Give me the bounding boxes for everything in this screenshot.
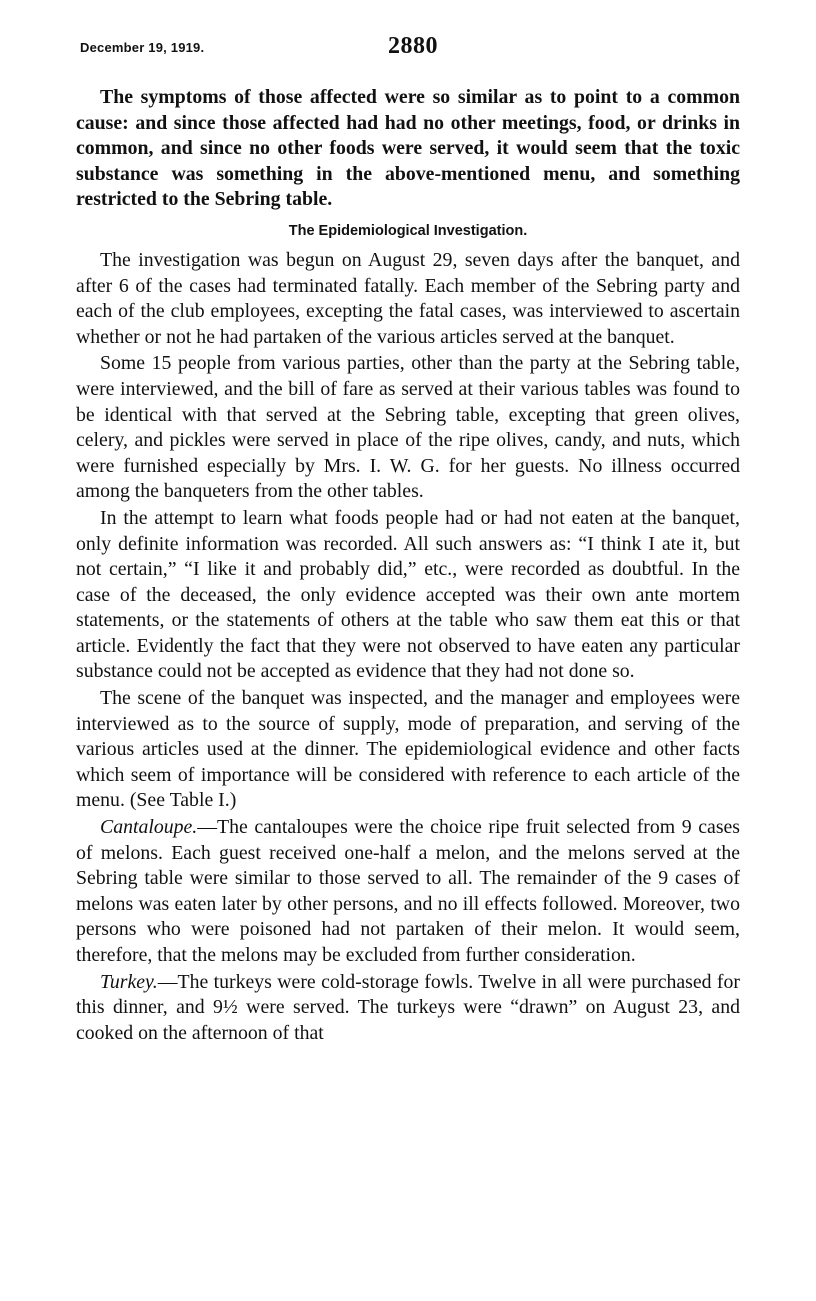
turkey-text: —The turkeys were cold-storage fowls. Twelve in all were purchased for this dinner, and 9½ were served. The turkeys were “drawn” on August 23, and cooked on the afternoon of that: [76, 970, 740, 1044]
page-number: 2880: [388, 33, 438, 59]
paragraph-scene-inspection: The scene of the banquet was inspected, and the manager and employees were interviewed as to the source of supply, mode of preparation, and serving of the various articles used at the dinner. The epidemiological evidence and other facts which seem of importance will be considered with reference to each article of the menu. (See Table I.): [76, 687, 740, 812]
paragraph-foods-eaten: In the attempt to learn what foods people had or had not eaten at the banquet, only definite information was recorded. All such answers as: “I think I ate it, but not certain,” “I like it and probably did,” etc., were recorded as doubtful. In the case of the deceased, the only evidence accepted was their own ante mortem statements, or the statements of others at the table who saw them eat this or that article. Evidently the fact that they were not observed to have eaten any particular substance could not be accepted as evidence that they had not done so.: [76, 506, 740, 683]
turkey-topic: Turkey.: [100, 970, 158, 993]
paragraph-other-parties: Some 15 people from various parties, other than the party at the Sebring table, were interviewed, and the bill of fare as served at their various tables was found to be identical with that served at the Sebring table, excepting that green olives, celery, and pickles were served in place of the ripe olives, candy, and nuts, which were furnished especially by Mrs. I. W. G. for her guests. No illness occurred among the banqueters from the other tables.: [76, 352, 740, 503]
paragraph-cantaloupe: [76, 815, 740, 969]
paragraph-symptoms: The symptoms of those affected were so similar as to point to a common cause: and since those affected had had no other meetings, food, or drinks in common, and since no other foods were served, it would seem that the toxic substance was something in the above-mentioned menu, and something restricted to the Sebring table.: [76, 86, 740, 211]
paragraph-turkey: [76, 970, 740, 1047]
cantaloupe-topic: Cantaloupe.: [100, 816, 198, 839]
cantaloupe-text: —The cantaloupes were the choice ripe fruit selected from 9 cases of melons. Each guest received one-half a melon, and the melons served at the Sebring table were similar to those served to all. The remainder of the 9 cases of melons was eaten later by other persons, and no ill effects followed. Moreover, two persons who were poisoned had not partaken of their melon. It would seem, therefore, that the melons may be excluded from further consideration.: [76, 816, 740, 966]
header-date: December 19, 1919.: [80, 40, 205, 55]
section-heading: The Epidemiological Investigation.: [288, 222, 528, 239]
document-body: [76, 85, 740, 1046]
paragraph-investigation: The investigation was begun on August 29, seven days after the banquet, and after 6 of the cases had terminated fatally. Each member of the Sebring party and each of the club employees, excepting the fatal cases, was interviewed to ascertain whether or not he had partaken of the various articles served at the banquet.: [76, 248, 740, 348]
